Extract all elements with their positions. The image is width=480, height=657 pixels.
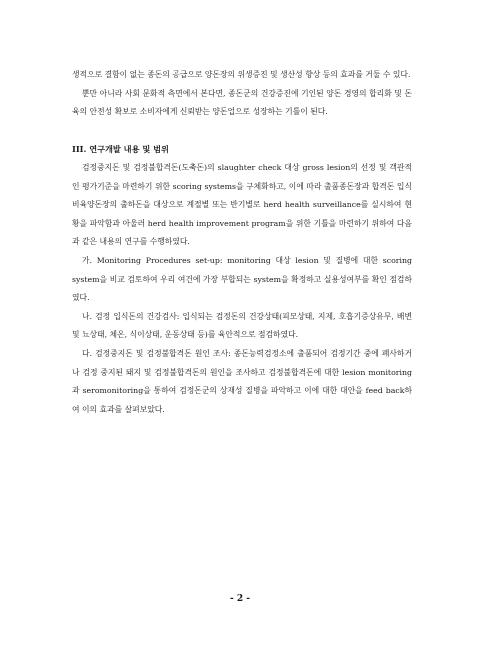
list-item-ga: 가. Monitoring Procedures set-up: monitoring 대상 lesion 및 질병에 대한 scoring system을 비교 검토하여 우리 여건에 가장 부합되는 system을 확정하고 실용성여부를 확인 점검하였다. [72, 255, 412, 303]
page-body [72, 66, 412, 419]
paragraph-sociocultural: 뿐만 아니라 사회 문화적 측면에서 본다면, 종돈군의 건강증진에 기인된 양돈 경영의 합리화 및 돈육의 안전성 확보로 소비자에게 신뢰받는 양돈업으로 성장하는 기틀이 된다. [72, 88, 412, 117]
list-item-da: 다. 검정중지돈 및 검정불합격돈 원인 조사: 종돈능력검정소에 출품되어 검정기간 중에 폐사하거나 검정 중지된 돼지 및 검정불합격돈의 원인을 조사하고 검정불합격돈에 대한 lesion monitoring과 seromonitoring을 통하여 검정돈군의 상재성 질병을 파악하고 이에 대한 대안을 feed back하여 이의 효과를 살펴보았다. [72, 348, 412, 414]
paragraph-continued: 생적으로 결함이 없는 종돈의 공급으로 양돈장의 위생증진 및 생산성 향상 등의 효과를 거둘 수 있다. [72, 70, 411, 79]
page-number: - 2 - [230, 594, 250, 604]
section-intro-paragraph: 검정중지돈 및 검정불합격돈(도축돈)의 slaughter check 대상 gross lesion의 선정 및 객관적인 평가기준을 마련하기 위한 scoring systems을 구체화하고, 이에 따라 출품종돈장과 합격돈 입식비육양돈장의 출하돈을 대상으로 계절별 또는 반기별로 herd health surveillance를 실시하여 현황을 파악함과 아울러 herd health improvement program을 위한 기틀을 마련하기 위하여 다음과 같은 내용의 연구를 수행하였다. [72, 162, 412, 247]
section-heading: III. 연구개발 내용 및 범위 [72, 144, 169, 155]
list-item-na: 나. 검정 입식돈의 건강검사: 입식되는 검정돈의 건강상태(피모상태, 지제, 호흡기증상유무, 배변 및 뇨상태, 체온, 식이상태, 운동상태 등)를 육안적으로 점검하였다. [72, 311, 412, 340]
spacer [72, 122, 412, 141]
